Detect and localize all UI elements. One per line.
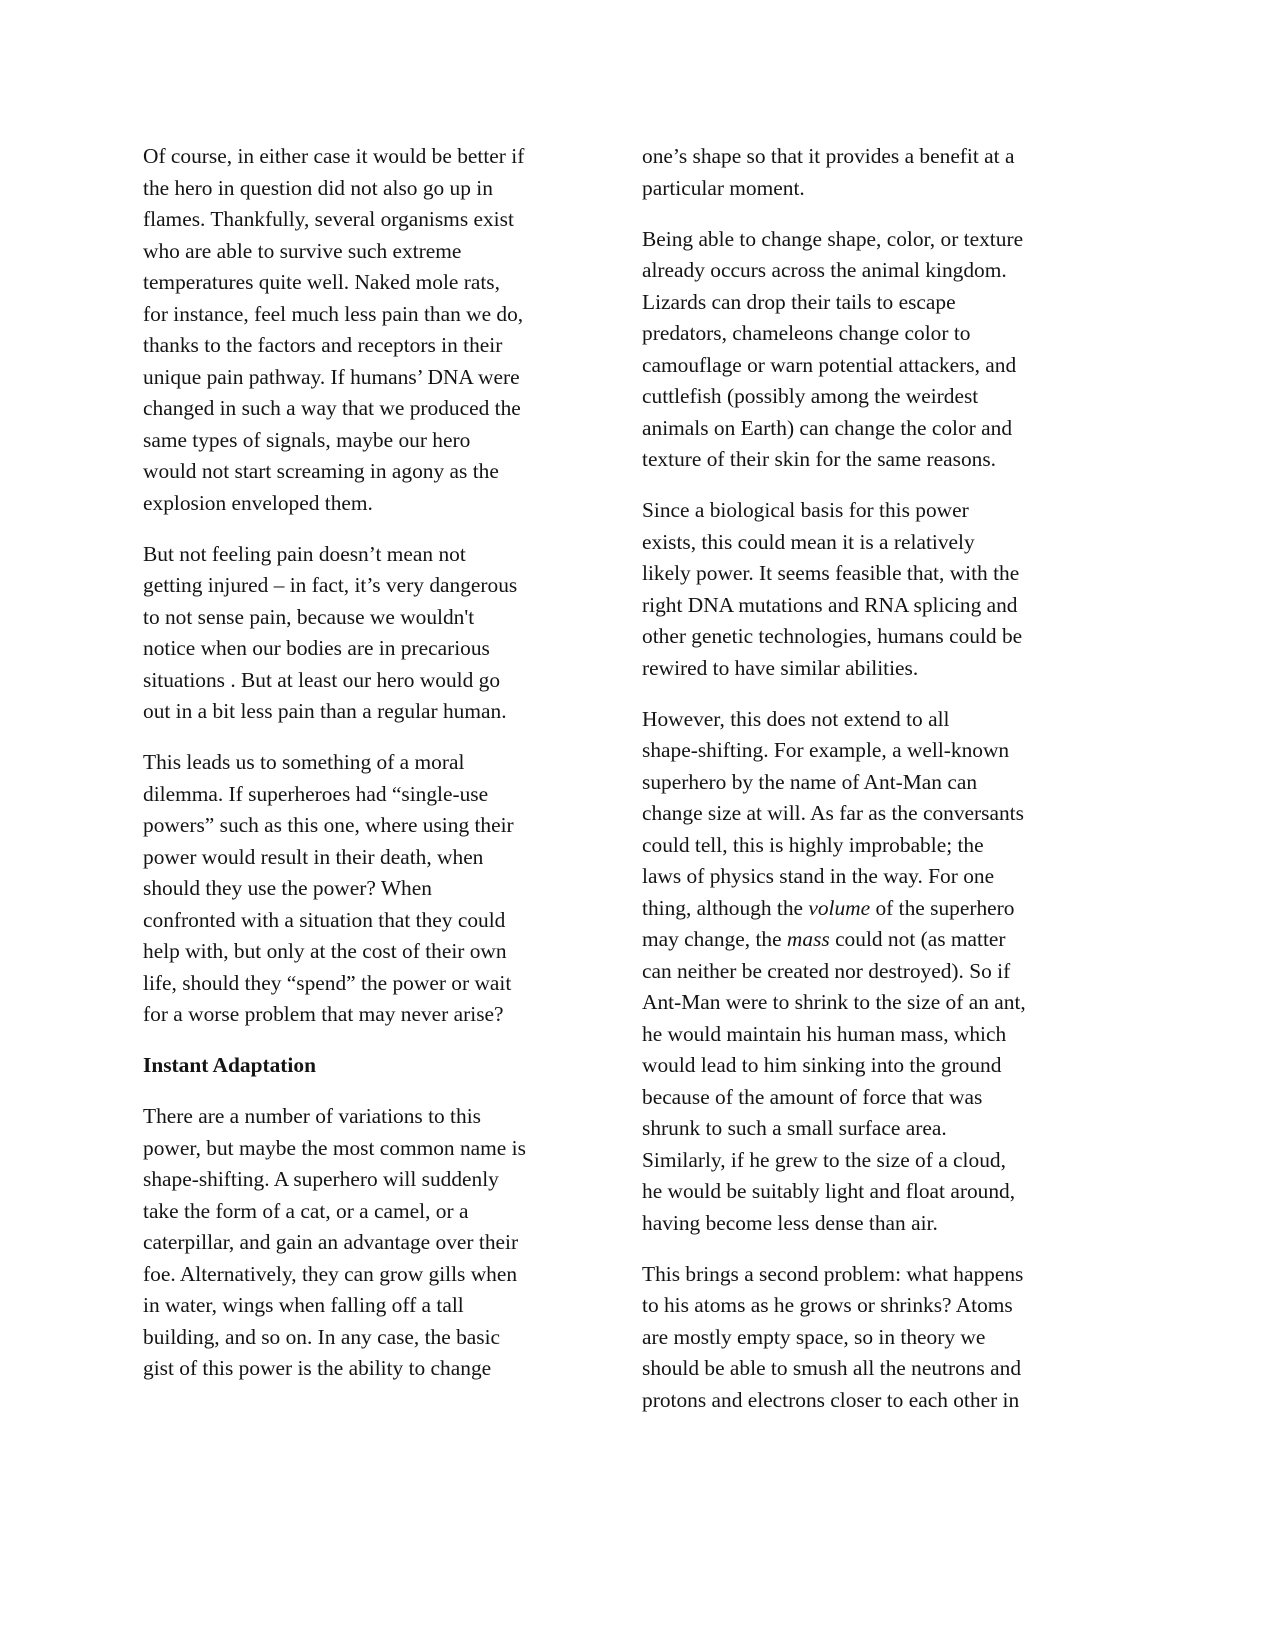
section-heading [143,1050,583,1082]
text-line: caterpillar, and gain an advantage over their [143,1230,519,1254]
paragraph [642,1259,1082,1417]
text-line: are mostly empty space, so in theory we [642,1324,986,1349]
right-column [642,141,1082,1436]
text-line: would lead to him sinking into the ground [642,1053,1002,1077]
italic-term: volume [808,895,871,920]
text-line: shape-shifting. For example, a well-known [642,738,1010,762]
text-line: should they use the power? When [143,876,432,900]
text-line: animals on Earth) can change the color and [642,415,1013,440]
text-line: in water, wings when falling off a tall [143,1293,464,1317]
text-line: same types of signals, maybe our hero [143,427,471,452]
text-line: superhero by the name of Ant-Man can [642,769,978,794]
text-line: having become less dense than air. [642,1210,938,1235]
text-line: thanks to the factors and receptors in their [143,333,503,357]
text-line: out in a bit less pain than a regular human. [143,699,507,723]
text-line: power would result in their death, when [143,844,484,869]
text-line: the hero in question did not also go up in [143,175,493,200]
text-line: powers” such as this one, where using their [143,813,514,837]
paragraph [143,1101,583,1385]
text-line: take the form of a cat, or a camel, or a [143,1198,469,1223]
text-line: getting injured – in fact, it’s very dangerous [143,573,518,597]
text-line: for instance, feel much less pain than we do, [143,301,524,326]
text-line: already occurs across the animal kingdom. [642,258,1007,282]
text-line: to his atoms as he grows or shrinks? Atoms [642,1293,1013,1317]
text-line: changed in such a way that we produced the [143,396,521,420]
text-line: Ant-Man were to shrink to the size of an ant, [642,990,1026,1014]
text-segment: of the superhero [870,895,1015,920]
text-line: change size at will. As far as the conversants [642,801,1024,825]
paragraph [642,141,1082,204]
text-line: could tell, this is highly improbable; the [642,832,984,857]
text-line: temperatures quite well. Naked mole rats, [143,270,500,294]
text-line: Being able to change shape, color, or texture [642,226,1024,251]
text-line: This leads us to something of a moral [143,750,465,774]
text-line: flames. Thankfully, several organisms exist [143,207,514,231]
text-line: situations . But at least our hero would go [143,667,501,692]
paragraph [143,539,583,728]
paragraph [642,224,1082,476]
text-line: other genetic technologies, humans could be [642,624,1023,648]
text-line: This brings a second problem: what happens [642,1261,1024,1286]
text-line: predators, chameleons change color to [642,321,971,345]
text-line: power, but maybe the most common name is [143,1135,526,1160]
text-line: texture of their skin for the same reasons. [642,447,997,471]
text-line: However, this does not extend to all [642,706,950,731]
text-line: Instant Adaptation [143,1053,316,1077]
text-line [642,893,1082,925]
text-line: Of course, in either case it would be better if [143,144,525,168]
text-line: shrunk to such a small surface area. [642,1116,947,1140]
text-line: he would maintain his human mass, which [642,1021,1007,1046]
text-line [642,924,1082,956]
text-line: confronted with a situation that they could [143,907,506,932]
text-line: notice when our bodies are in precarious [143,636,490,660]
paragraph [642,495,1082,684]
text-line: particular moment. [642,175,805,200]
text-line: But not feeling pain doesn’t mean not [143,541,466,566]
paragraph [642,704,1082,1240]
text-line: explosion enveloped them. [143,490,373,515]
text-line: shape-shifting. A superhero will suddenly [143,1167,499,1191]
text-line: Similarly, if he grew to the size of a cloud, [642,1147,1006,1172]
text-segment: may change, the [642,927,787,951]
text-line: laws of physics stand in the way. For one [642,864,995,888]
text-line: camouflage or warn potential attackers, and [642,352,1017,377]
text-line: cuttlefish (possibly among the weirdest [642,384,979,408]
text-line: to not sense pain, because we wouldn't [143,604,475,629]
text-line: one’s shape so that it provides a benefit at a [642,144,1015,168]
text-line: foe. Alternatively, they can grow gills when [143,1261,518,1286]
text-line: rewired to have similar abilities. [642,655,919,680]
text-line: gist of this power is the ability to change [143,1356,492,1380]
text-line: There are a number of variations to this [143,1104,481,1128]
text-line: right DNA mutations and RNA splicing and [642,592,1018,617]
text-line: would not start screaming in agony as the [143,459,499,483]
text-line: because of the amount of force that was [642,1084,983,1109]
text-line: should be able to smush all the neutrons and [642,1356,1022,1380]
text-line: who are able to survive such extreme [143,238,462,263]
text-line: exists, this could mean it is a relatively [642,529,975,554]
left-column [143,141,583,1404]
text-line: building, and so on. In any case, the basic [143,1324,501,1349]
text-line: help with, but only at the cost of their own [143,939,507,963]
text-line: protons and electrons closer to each other in [642,1387,1020,1412]
paragraph [143,747,583,1031]
text-line: he would be suitably light and float around, [642,1179,1016,1203]
text-line: Lizards can drop their tails to escape [642,289,956,314]
text-line: life, should they “spend” the power or wait [143,970,512,995]
text-line: unique pain pathway. If humans’ DNA were [143,364,520,389]
paragraph [143,141,583,519]
text-line: can neither be created nor destroyed). So if [642,958,1011,983]
text-line: likely power. It seems feasible that, with the [642,561,1020,585]
text-segment: thing, although the [642,895,809,920]
text-segment: could not (as matter [829,927,1006,951]
text-line: for a worse problem that may never arise? [143,1002,504,1026]
text-line: dilemma. If superheroes had “single-use [143,781,489,806]
text-line: Since a biological basis for this power [642,498,969,522]
italic-term: mass [786,927,830,951]
